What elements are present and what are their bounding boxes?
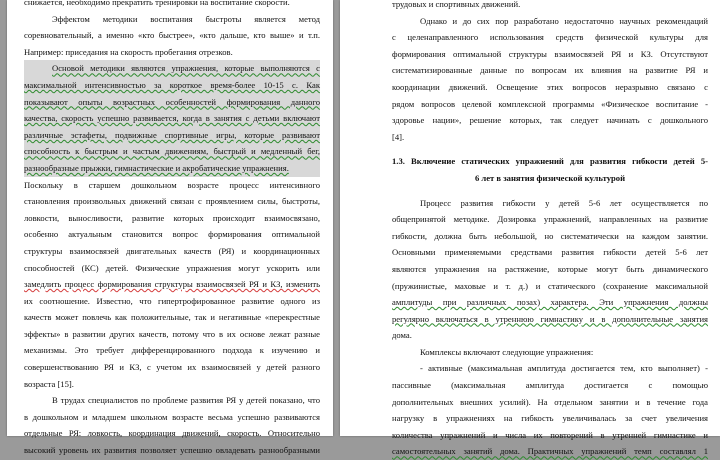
text-line: самостоятельных занятий дома. Практичных упражнений темп составлял 1 (392, 446, 708, 457)
text-line: отдельные РЯ: ловкость, координация движений, скорость. Относительно (24, 428, 320, 439)
text-line: дополнительных внешних усилий). На отдельном занятии и в течение года (392, 396, 708, 407)
text-line: систематизированные данные по вопросам их влияния на развитие РЯ и (392, 65, 708, 76)
text-line: амплитуды при различных позах) характера. Эти упражнения должны (392, 297, 708, 308)
text-line: здоровье нации», решение которых, так следует начинать с дошкольного (392, 115, 708, 126)
text-line: Комплексы включают следующие упражнения: (420, 346, 594, 357)
text-line: Эффектом методики воспитания быстроты является метод (52, 13, 320, 24)
text-line: механизмы. Это требует дифференцированного подхода к изучению и (24, 345, 320, 356)
text-line: совершенствованию РЯ и КЗ, с учетом их взаимосвязей у детей разного (24, 362, 320, 373)
page-text-left (24, 0, 320, 459)
text-line: структуры взаимосвязей двигательных качеств (РЯ) и координационных (24, 245, 320, 256)
text-line: нагрузку в упражнениях на гибкость увеличивалась за счет увеличения (392, 413, 708, 424)
text-line: количества упражнений и числа их повторений в утренней гимнастике и (392, 429, 708, 440)
text-line: Основными применяемыми средствами развития гибкости детей 5-6 лет (392, 247, 708, 258)
document-page-right (340, 0, 720, 457)
text-line: рядом вопросов целевой комплексной программы «Физическое воспитание - (392, 98, 708, 109)
text-line: трудовых и спортивных движений. (392, 0, 521, 9)
text-line-highlighted: максимальной интенсивностью за короткое время-более 10-15 с. Как (24, 77, 320, 94)
text-line: становления произвольных движений связан с проявлением силы, быстроты, (24, 196, 320, 207)
text-line: В трудах специалистов по проблеме развития РЯ у детей показано, что (52, 395, 320, 406)
text-line-highlighted: Основой методики являются упражнения, которые выполняются с (24, 60, 320, 77)
section-heading: 6 лет в занятия физической культурой (474, 172, 626, 183)
text-line: являются упражнения на растяжение, которые могут быть динамического (392, 263, 708, 274)
text-line: ловкости, выносливости, развитие которых происходит взаимосвязано, (24, 212, 320, 223)
text-line-highlighted: различные эстафеты, подвижные спортивные игры, которые развивают (24, 127, 320, 144)
text-line: пассивные (максимальная амплитуда достигается с помощью (392, 380, 708, 391)
text-line: дома. (392, 330, 412, 341)
text-line: снижается, необходимо прекратить тренировки на воспитание скорости. (24, 0, 290, 7)
text-line: особенно актуальным становится вопрос формирования оптимальной (24, 229, 320, 240)
text-line: с целенаправленного использования средств физической культуры для (392, 32, 708, 43)
text-line: высокий уровень их развития позволяет успешно овладевать разнообразными (24, 445, 320, 456)
text-line: качеств может повлечь как положительные, так и негативные «перекрестные (24, 312, 320, 323)
text-line: гибкости, должна быть небольшой, но систематически на каждом занятии. (392, 230, 708, 241)
text-line: общепринятой методике. Дозировка упражнений, направленных на развитие (392, 214, 708, 225)
text-line: способностей (КС) детей. Физические упражнения могут ускорить или (24, 262, 320, 273)
text-line: - активные (максимальная амплитуда достигается тем, кто выполняет) - (420, 363, 708, 374)
text-line-highlighted: качества, скорость успешно развивается, когда в занятия с детьми включают (24, 110, 320, 127)
text-line: соревновательный, а именно «кто быстрее», «кто дальше, кто выше» и т.п. (24, 30, 320, 41)
text-line: [4]. (392, 131, 405, 142)
text-line: замедлить процесс формирования структуры взаимосвязей РЯ и КЗ, изменить (24, 279, 320, 290)
text-line: эффекты» в развитии других качеств, потому что в их основе лежат разные (24, 328, 320, 339)
text-line-highlighted: разнообразные прыжки, гимнастические и акробатические упражнения. (24, 160, 320, 177)
text-line: формирования оптимальной структуры взаимосвязей РЯ и КЗ. Отсутствуют (392, 48, 708, 59)
text-line: Однако и до сих пор разработано недостаточно научных рекомендаций (420, 15, 708, 26)
text-line: их соотношение. Известно, что гипертрофированное развитие одного из (24, 295, 320, 306)
text-line-highlighted: способность к быстрым и частым движениям, быстрый и медленный бег, (24, 143, 320, 160)
text-line: (пружинистые, маховые и т. д.) и статического (сохранение максимальной (392, 280, 708, 291)
text-line: Процесс развития гибкости у детей 5-6 лет осуществляется по (420, 197, 708, 208)
text-line: координации движений. Освещение этих вопросов неразрывно связано с (392, 81, 708, 92)
section-heading: 1.3. Включение статических упражнений для развития гибкости детей 5- (392, 156, 708, 167)
text-line: возраста [15]. (24, 378, 74, 389)
text-line: регулярно включаться в утреннюю гимнастику и в дополнительные занятия (392, 313, 708, 324)
document-page-left (7, 0, 333, 456)
page-text-right (392, 0, 708, 460)
text-line: Поскольку в старшем дошкольном возрасте процесс интенсивного (24, 179, 320, 190)
text-line-highlighted: показывают опыты возрастных особенностей формирования данного (24, 94, 320, 111)
text-line: Например: приседания на скорость пробегания отрезков. (24, 46, 233, 57)
text-line: в дошкольном и младшем школьном возрасте весьма успешно развиваются (24, 411, 320, 422)
